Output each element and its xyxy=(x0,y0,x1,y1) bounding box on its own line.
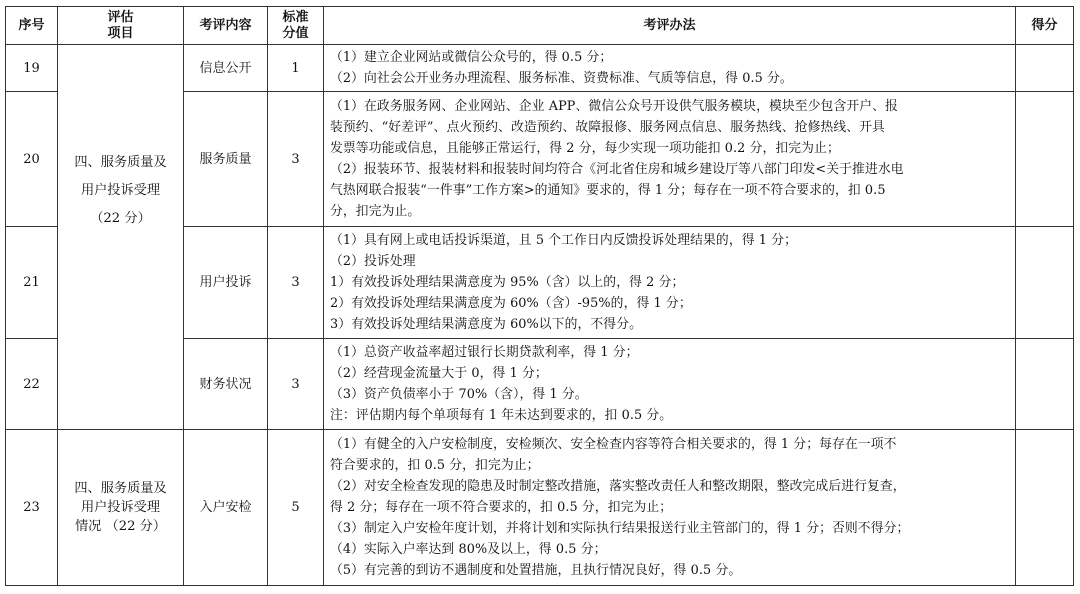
method-line: 符合要求的，扣 0.5 分，扣完为止； xyxy=(330,458,540,473)
method-line: （1）有健全的入户安检制度，安检频次、安全检查内容等符合相关要求的，得 1 分；每存在一项不 xyxy=(330,437,897,452)
row-result[interactable] xyxy=(1016,430,1074,586)
method-line: 气热网联合报装“一件事”工作方案>的通知》要求的，得 1 分；每存在一项不符合要求的，扣 0.5 xyxy=(330,183,886,198)
category-cell-a xyxy=(58,45,184,430)
row-score: 3 xyxy=(268,339,324,430)
category-cell-b xyxy=(58,430,184,586)
method-line: 2）有效投诉处理结果满意度为 60%（含）-95%的，得 1 分； xyxy=(330,296,692,311)
method-line: （2）向社会公开业务办理流程、服务标准、资费标准、气质等信息，得 0.5 分。 xyxy=(330,71,793,86)
header-item-line2: 项目 xyxy=(107,25,134,41)
method-line: （5）有完善的到访不遇制度和处置措施，且执行情况良好，得 0.5 分。 xyxy=(330,563,742,578)
category-b-line2: 用户投诉受理 xyxy=(80,500,161,515)
table-row xyxy=(6,45,1074,92)
row-content: 财务状况 xyxy=(184,339,268,430)
method-line: （4）实际入户率达到 80%及以上，得 0.5 分； xyxy=(330,542,607,557)
evaluation-table xyxy=(5,6,1074,586)
row-seq: 21 xyxy=(6,227,58,339)
category-b-line3: 情况 （22 分） xyxy=(74,519,167,534)
row-seq: 22 xyxy=(6,339,58,430)
row-result[interactable] xyxy=(1016,339,1074,430)
category-a-line3: （22 分） xyxy=(90,211,151,226)
category-b-line1: 四、服务质量及 xyxy=(74,481,167,496)
method-line: （1）具有网上或电话投诉渠道，且 5 个工作日内反馈投诉处理结果的，得 1 分； xyxy=(330,233,797,248)
method-line: 3）有效投诉处理结果满意度为 60%以下的，不得分。 xyxy=(330,317,642,332)
method-line: 得 2 分；每存在一项不符合要求的，扣 0.5 分，扣完为止； xyxy=(330,500,673,515)
row-result[interactable] xyxy=(1016,92,1074,227)
row-seq: 19 xyxy=(6,45,58,92)
method-line: （2）报装环节、报装材料和报装时间均符合《河北省住房和城乡建设厅等八部门印发<关于推进水电 xyxy=(330,162,904,177)
category-a-line1: 四、服务质量及 xyxy=(74,155,167,170)
method-line: 发票等功能或信息，且能够正常运行，得 2 分，每少实现一项功能扣 0.2 分，扣完为止； xyxy=(330,141,840,156)
method-line: 装预约、“好差评”、点火预约、改造预约、故障报修、服务网点信息、服务热线、抢修热线、开具 xyxy=(330,120,885,135)
row-score: 5 xyxy=(268,430,324,586)
method-line: （2）对安全检查发现的隐患及时制定整改措施，落实整改责任人和整改期限，整改完成后进行复查， xyxy=(330,479,906,494)
row-score: 3 xyxy=(268,227,324,339)
method-line: 分，扣完为止。 xyxy=(330,204,421,219)
table-row xyxy=(6,430,1074,586)
method-line: （2）投诉处理 xyxy=(330,254,416,269)
row-score: 1 xyxy=(268,45,324,92)
method-line: （3）制定入户安检年度计划，并将计划和实际执行结果报送行业主管部门的，得 1 分；否则不得分； xyxy=(330,521,910,536)
row-method xyxy=(324,92,1016,227)
row-content: 用户投诉 xyxy=(184,227,268,339)
header-result: 得分 xyxy=(1016,7,1074,45)
header-method: 考评办法 xyxy=(324,7,1016,45)
method-line: 1）有效投诉处理结果满意度为 95%（含）以上的，得 2 分； xyxy=(330,275,685,290)
row-seq: 23 xyxy=(6,430,58,586)
row-content: 入户安检 xyxy=(184,430,268,586)
header-score xyxy=(268,7,324,45)
method-line: （3）资产负债率小于 70%（含），得 1 分。 xyxy=(330,387,588,402)
row-method xyxy=(324,430,1016,586)
row-result[interactable] xyxy=(1016,45,1074,92)
row-score: 3 xyxy=(268,92,324,227)
category-a-line2: 用户投诉受理 xyxy=(80,183,161,198)
row-result[interactable] xyxy=(1016,227,1074,339)
header-item-line1: 评估 xyxy=(107,9,134,25)
header-seq: 序号 xyxy=(6,7,58,45)
row-method xyxy=(324,339,1016,430)
row-content: 信息公开 xyxy=(184,45,268,92)
header-score-line2: 分值 xyxy=(282,25,309,41)
row-content: 服务质量 xyxy=(184,92,268,227)
header-item xyxy=(58,7,184,45)
method-line: （1）建立企业网站或微信公众号的，得 0.5 分； xyxy=(330,50,613,65)
method-line: （1）总资产收益率超过银行长期贷款利率，得 1 分； xyxy=(330,345,639,360)
method-line: （2）经营现金流量大于 0，得 1 分； xyxy=(330,366,548,381)
header-score-line1: 标准 xyxy=(282,9,309,25)
method-line: （1）在政务服务网、企业网站、企业 APP、微信公众号开设供气服务模块，模块至少包含开户、报 xyxy=(330,99,898,114)
row-method xyxy=(324,45,1016,92)
row-method xyxy=(324,227,1016,339)
header-content: 考评内容 xyxy=(184,7,268,45)
method-line: 注：评估期内每个单项每有 1 年未达到要求的，扣 0.5 分。 xyxy=(330,408,673,423)
row-seq: 20 xyxy=(6,92,58,227)
header-row xyxy=(6,7,1074,45)
